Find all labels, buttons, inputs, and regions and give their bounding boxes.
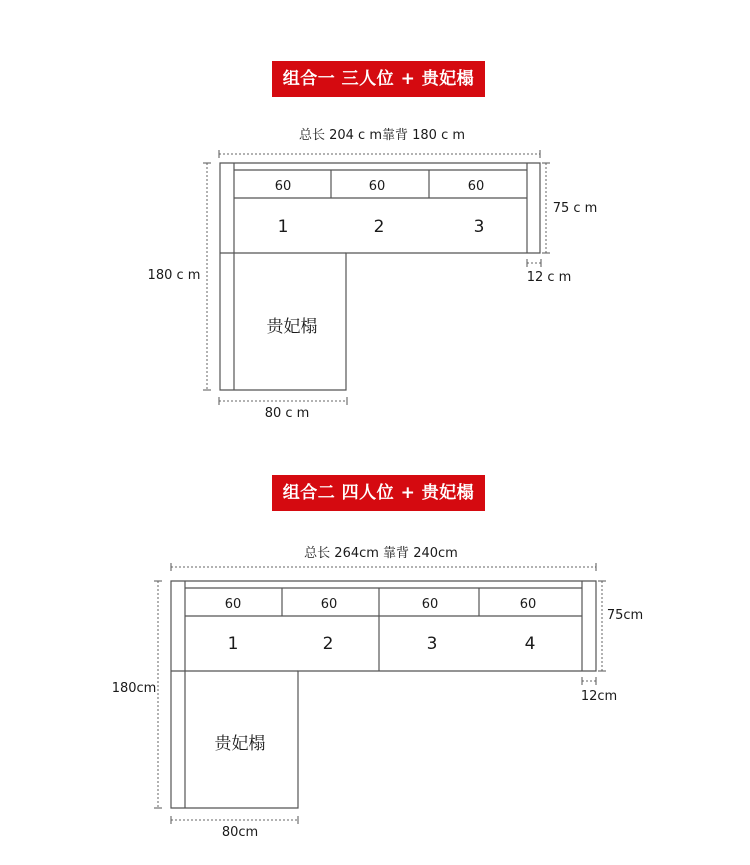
combo-2-arm-width-label: 12cm: [580, 689, 618, 704]
combo-2-seat-number: 1: [227, 634, 239, 654]
combo-2-title-banner: 组合二 四人位 + 贵妃榻: [272, 475, 485, 511]
combo-1-title-banner: 组合一 三人位 + 贵妃榻: [272, 61, 485, 97]
combo-2-seat-number: 3: [426, 634, 438, 654]
combo-1-sofa-outline: [220, 163, 540, 390]
combo-2-cushion-width: 60: [224, 597, 242, 612]
combo-2-chaise-width-label: 80cm: [221, 825, 259, 840]
combo-1-seat-number: 1: [277, 217, 289, 237]
combo-2-depth-label: 180cm: [111, 681, 157, 696]
combo-2-total-length-label: 总长 264cm 靠背 240cm: [304, 546, 458, 561]
combo-1-seat-number: 2: [373, 217, 385, 237]
combo-2-sofa-outline: [171, 581, 596, 808]
combo-1-cushion-width: 60: [467, 179, 485, 194]
combo-1-cushion-width: 60: [368, 179, 386, 194]
combo-2-seat-number: 2: [322, 634, 334, 654]
combo-1-chaise-width-label: 80 c m: [264, 406, 310, 421]
combo-1-depth-label: 180 c m: [147, 268, 201, 283]
combo-2-seat-depth-label: 75cm: [606, 608, 644, 623]
combo-1-diagram: [148, 127, 598, 421]
combo-2-chaise-label: 贵妃榻: [214, 734, 266, 754]
combo-1-arm-width-label: 12 c m: [526, 270, 572, 285]
combo-1-seat-number: 3: [473, 217, 485, 237]
combo-2-diagram: [112, 545, 643, 840]
combo-1-cushion-width: 60: [274, 179, 292, 194]
combo-2-cushion-width: 60: [519, 597, 537, 612]
combo-2-seat-number: 4: [524, 634, 536, 654]
combo-1-seat-depth-label: 75 c m: [552, 201, 598, 216]
combo-2-cushion-width: 60: [421, 597, 439, 612]
combo-1-total-length-label: 总长 204 c m靠背 180 c m: [298, 128, 466, 143]
combo-2-cushion-width: 60: [320, 597, 338, 612]
combo-1-chaise-label: 贵妃榻: [266, 317, 318, 337]
